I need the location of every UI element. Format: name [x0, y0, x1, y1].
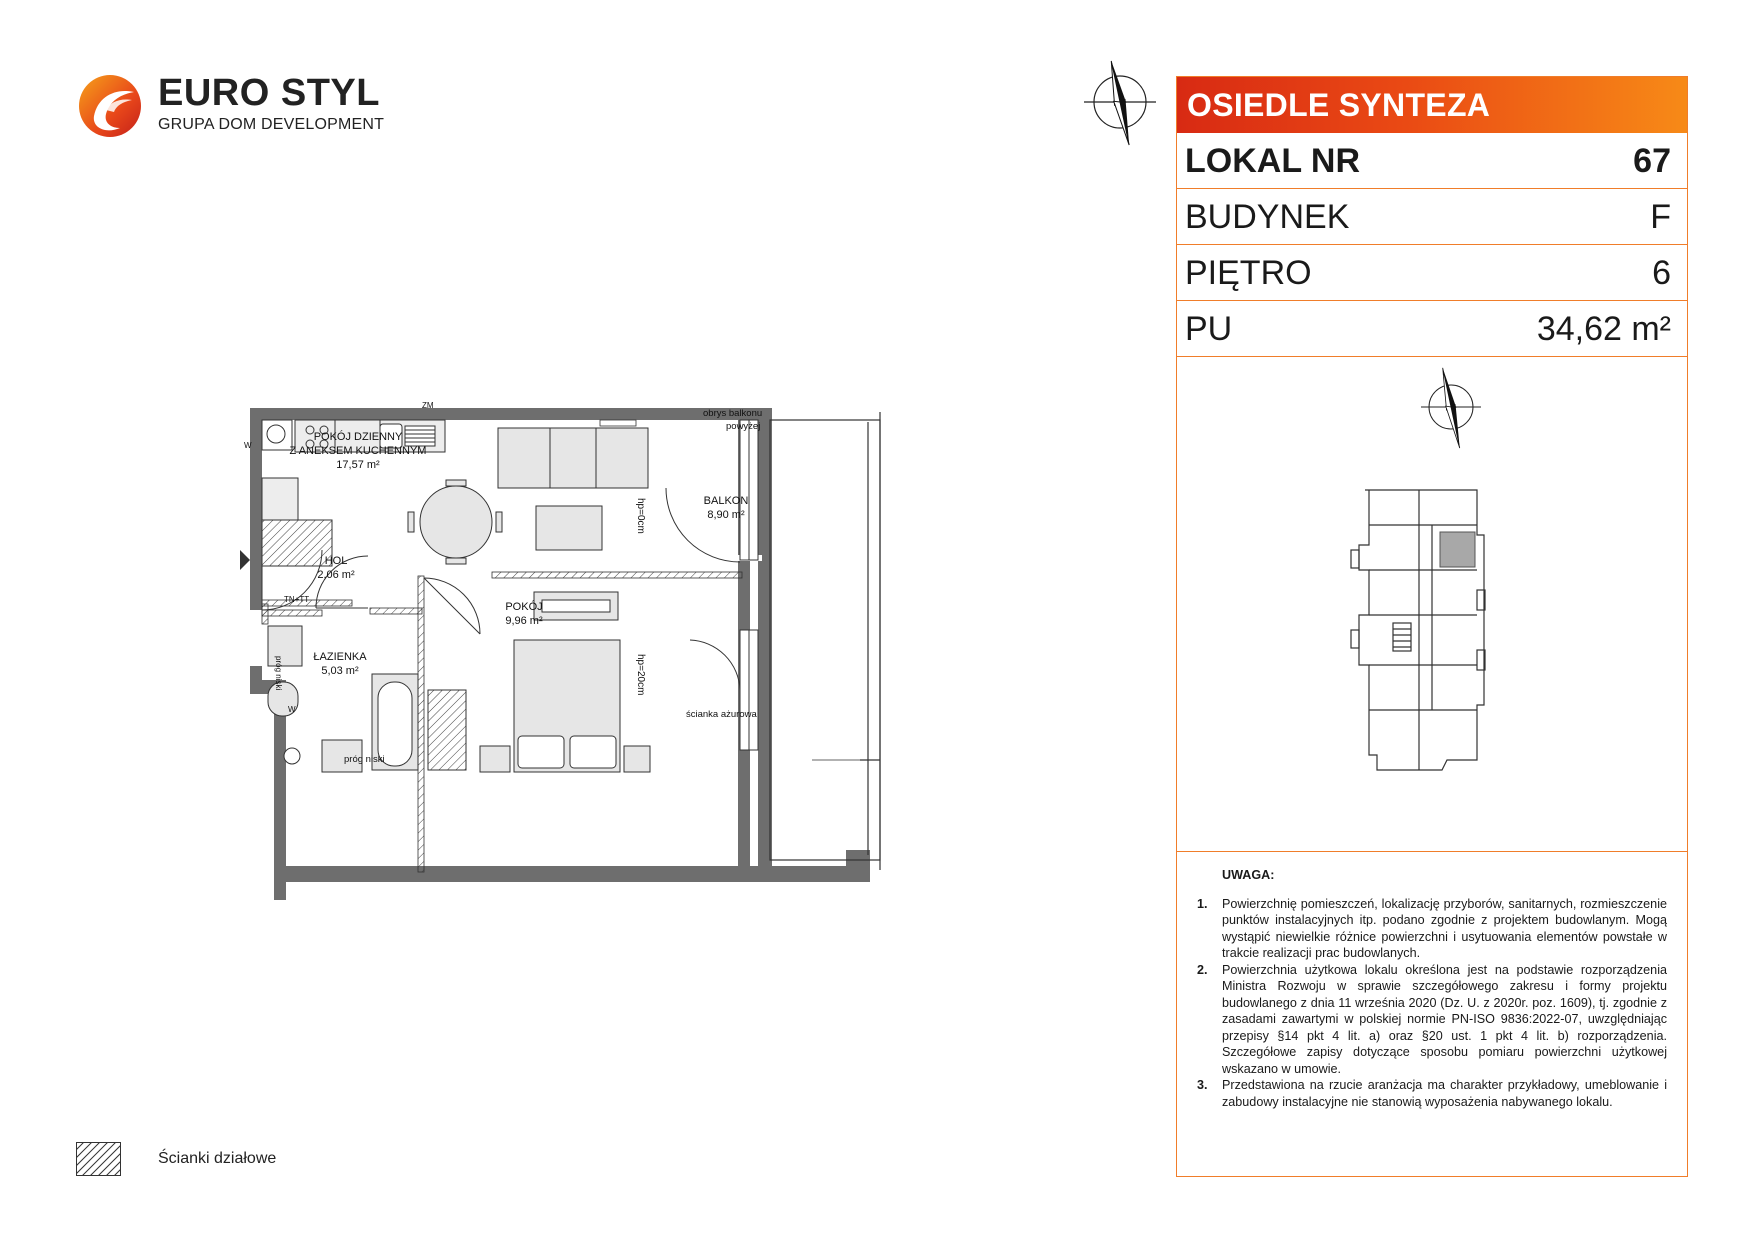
note-item [1197, 962, 1667, 1078]
note-item [1197, 1077, 1667, 1110]
balcony [770, 412, 880, 870]
living-room-label: POKÓJ DZIENNY [313, 431, 403, 443]
washing-machine-note: W [244, 441, 252, 450]
living-room-area: 17,57 m² [336, 459, 380, 471]
threshold-height-20: hp=20cm [635, 654, 646, 696]
flame-logo-icon [76, 70, 146, 140]
hall-area: 2,06 m² [317, 569, 355, 581]
bathroom-label: ŁAZIENKA [313, 651, 367, 663]
estate-title: OSIEDLE SYNTEZA [1177, 77, 1687, 133]
partition-walls-swatch [76, 1142, 121, 1176]
floor-value: 6 [1652, 254, 1671, 292]
north-arrow-icon [1080, 58, 1160, 148]
partition-walls [262, 572, 742, 872]
meter-note: TN+TT [284, 595, 310, 604]
note-text: Powierzchnia użytkowa lokalu określona jest na podstawie rozporządzenia Ministra Rozwoju w sprawie szczegółowego zakresu i formy projektu budowlanego z dnia 11 września 2020 (Dz. U. z 2020r. poz. 1609), tj. zgodnie z zasadami zawartymi w polskiej normie PN-ISO 9836:2022-07, uwzględniając przepisy §14 pkt 4 lit. a) oraz §20 ust. 1 pkt 4 lit. b) rozporządzenia. Szczegółowe zapisy dotyczące sposobu pomiaru powierzchni użytkowej wskazano w umowie. [1222, 962, 1667, 1076]
building-row [1177, 189, 1687, 245]
bedroom-area: 9,96 m² [505, 615, 543, 627]
openwork-wall-note: ścianka ażurowa [686, 709, 757, 720]
selected-unit-highlight [1440, 532, 1475, 567]
bathroom-area: 5,03 m² [321, 665, 359, 677]
legend-label: Ścianki działowe [158, 1150, 277, 1167]
floor-plan [240, 400, 900, 900]
notes-title: UWAGA: [1222, 868, 1275, 882]
balcony-label: BALKON [703, 495, 749, 507]
bathroom-fixtures [268, 626, 418, 772]
note-text: Przedstawiona na rzucie aranżacja ma charakter przykładowy, umeblowanie i zabudowy instalacyjne nie stanowią wyposażenia nabywanego lokalu. [1222, 1078, 1667, 1109]
bedroom-furniture [428, 640, 650, 772]
threshold-note-2: próg niski [274, 656, 283, 691]
building-label: BUDYNEK [1185, 198, 1350, 236]
note-number: 3. [1197, 1078, 1208, 1092]
note-number: 1. [1197, 896, 1208, 911]
apartment-info-panel [1176, 76, 1688, 1177]
brand-subtitle: GRUPA DOM DEVELOPMENT [158, 116, 385, 133]
washing-machine-note-2: W [288, 705, 296, 714]
radiator [600, 420, 636, 426]
note-item [1197, 896, 1667, 962]
hall-label: HOL [324, 555, 348, 567]
floor-row [1177, 245, 1687, 301]
entrance-door-leaf [240, 548, 250, 572]
gas-meter-note: ZM [422, 401, 434, 410]
threshold-note: próg niski [344, 754, 385, 765]
usable-area-label: PU [1185, 310, 1233, 348]
living-furniture [408, 428, 648, 620]
unit-number-value: 67 [1633, 142, 1671, 180]
brand-logo [76, 70, 406, 140]
balcony-area: 8,90 m² [707, 509, 745, 521]
living-room-sublabel: Z ANEKSEM KUCHENNYM [289, 445, 427, 457]
notes-section [1197, 867, 1667, 1110]
threshold-height-0: hp=0cm [635, 498, 646, 534]
usable-area-value: 34,62 m² [1536, 310, 1671, 348]
balcony-outline-note-2: powyżej [726, 421, 761, 432]
north-arrow-icon [1421, 367, 1481, 449]
unit-number-row [1177, 133, 1687, 189]
balcony-outline-note: obrys balkonu [703, 408, 763, 419]
brand-name: EURO STYL [158, 72, 380, 114]
floor-label: PIĘTRO [1185, 254, 1312, 292]
note-text: Powierzchnię pomieszczeń, lokalizację przyborów, sanitarnych, rozmieszczenie punktów instalacyjnych itp. podano zgodnie z projektem budowlanym. Mogą wystąpić niewielkie różnice powierzchni i usytuowania elementów powstałe w trakcie realizacji prac budowlanych. [1222, 896, 1667, 960]
bedroom-label: POKÓJ [505, 601, 543, 613]
building-key-plan [1347, 365, 1547, 825]
unit-number-label: LOKAL NR [1185, 142, 1361, 180]
note-number: 2. [1197, 962, 1208, 977]
building-value: F [1650, 198, 1671, 236]
usable-area-row [1177, 301, 1687, 357]
notes-divider [1177, 851, 1687, 852]
